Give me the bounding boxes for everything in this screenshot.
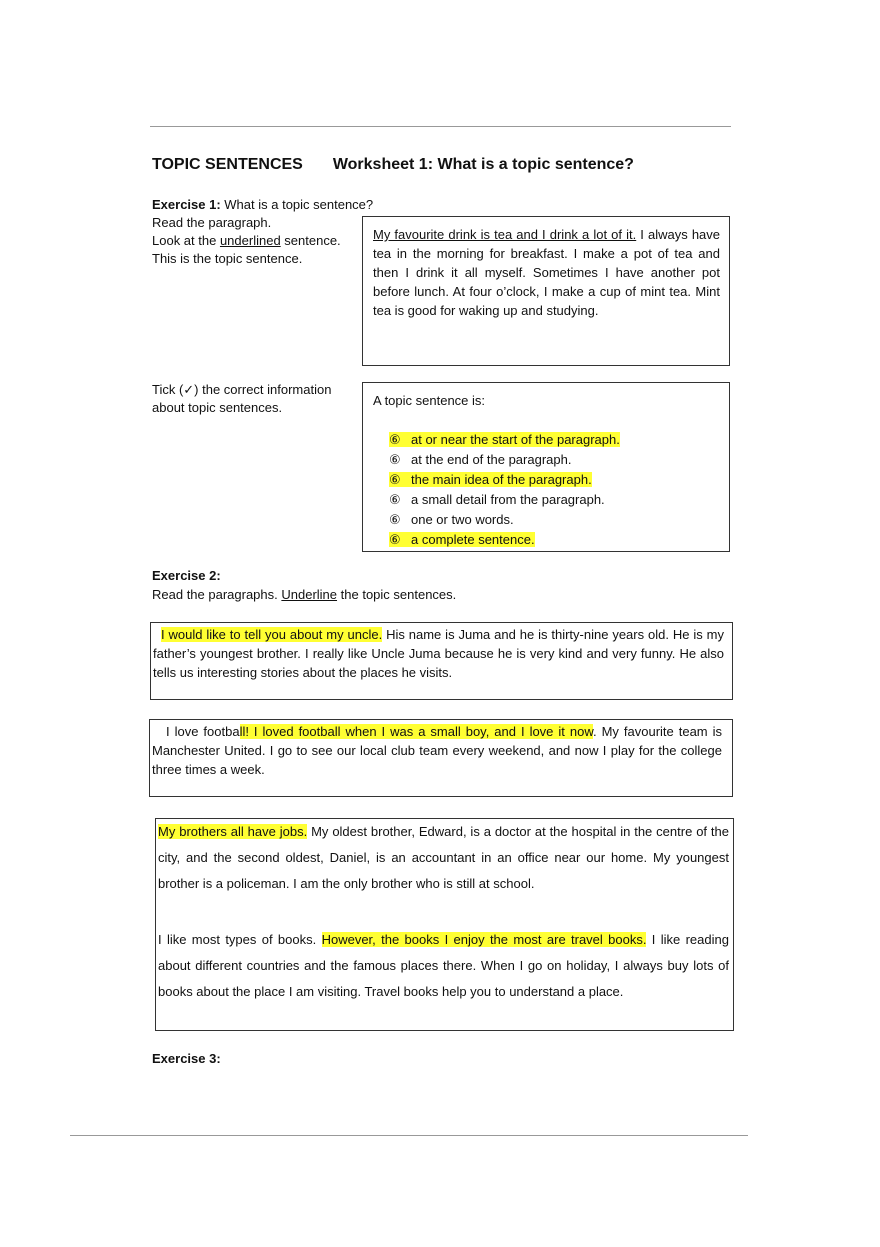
paragraph-brothers-rest: My oldest brother, Edward, is a doctor at the hospital in the centre of the city, and the second oldest, Daniel, is an accountant in an office near our home. My youngest brother is a policeman. I am the only brother who is still at school. [158, 824, 729, 891]
topic-sentence-uncle: I would like to tell you about my uncle. [161, 627, 383, 642]
exercise1-instruction-read: Read the paragraph. [152, 215, 272, 230]
exercise1-instruction-this: This is the topic sentence. [152, 251, 303, 266]
exercise3-label: Exercise 3: [152, 1051, 221, 1066]
paragraph-books [158, 927, 729, 1005]
option-text: a complete sentence. [411, 532, 535, 547]
worksheet-title: Worksheet 1: What is a topic sentence? [332, 156, 634, 173]
option-circle-icon[interactable]: ⑥ [389, 512, 401, 527]
example-paragraph-box [362, 216, 730, 366]
paragraph-uncle-rest: His name is Juma and he is thirty-nine years old. He is my father’s youngest brother. I really like Uncle Juma because he is very kind and very funny. He also tells us interesting stories about the places he visits. [153, 627, 724, 680]
exercise2-instruction [152, 586, 456, 604]
paragraph-box-uncle [150, 622, 733, 700]
page-title [152, 156, 634, 174]
instr-look-a: Look at the [152, 233, 220, 248]
ex2-instr-underline: Underline [281, 587, 338, 602]
exercise1-question: What is a topic sentence? [220, 197, 374, 212]
option-text: one or two words. [411, 512, 514, 527]
options-heading: A topic sentence is: [373, 393, 486, 408]
example-paragraph [373, 225, 720, 320]
paragraph-books-pre: I like most types of books. [158, 932, 322, 947]
option-item[interactable] [389, 490, 719, 510]
topic-sentence-football: ll! I loved football when I was a small boy, and I love it now [239, 724, 593, 739]
paragraph-brothers [158, 819, 729, 897]
paragraph-football-rest: . My favourite team is Manchester United. I go to see our local club team every weekend, and now I play for the college three times a week. [152, 724, 722, 777]
options-list [389, 430, 719, 550]
option-circle-icon[interactable]: ⑥ [389, 532, 401, 547]
option-circle-icon[interactable]: ⑥ [389, 432, 401, 447]
paragraph-uncle [153, 625, 724, 682]
bottom-rule [70, 1135, 748, 1136]
ex2-instr-c: the topic sentences. [337, 587, 457, 602]
exercise2-label: Exercise 2: [152, 568, 221, 583]
option-text: a small detail from the paragraph. [411, 492, 605, 507]
option-circle-icon[interactable]: ⑥ [389, 452, 401, 467]
option-text: the main idea of the paragraph. [411, 472, 592, 487]
option-item[interactable] [389, 530, 719, 550]
top-rule [150, 126, 731, 127]
instr-look-c: sentence. [280, 233, 341, 248]
ex2-instr-a: Read the paragraphs. [152, 587, 282, 602]
instr-look-underlined: underlined [219, 233, 281, 248]
option-circle-icon[interactable]: ⑥ [389, 472, 401, 487]
option-text: at or near the start of the paragraph. [411, 432, 620, 447]
exercise1-heading [152, 196, 373, 214]
tick-instruction-1: Tick (✓) the correct information [152, 382, 332, 397]
option-item[interactable] [389, 510, 719, 530]
example-paragraph-rest: I always have tea in the morning for breakfast. I make a pot of tea and then I drink it all myself. Sometimes I have another pot before lunch. At four o’clock, I make a cup of mint tea. Mint tea is good for waking up and studying. [373, 227, 721, 318]
exercise1-instruction-look [152, 232, 341, 250]
option-item[interactable] [389, 450, 719, 470]
option-item[interactable] [389, 470, 719, 490]
exercise1-label: Exercise 1: [152, 197, 221, 212]
paragraph-football [152, 722, 722, 779]
topic-sentence-options-box [362, 382, 730, 552]
example-topic-sentence: My favourite drink is tea and I drink a lot of it. [373, 227, 637, 242]
paragraph-box-brothers-books [155, 818, 734, 1031]
title-topic-sentences: TOPIC SENTENCES [152, 156, 303, 173]
paragraph-box-football [149, 719, 733, 797]
option-text: at the end of the paragraph. [411, 452, 572, 467]
tick-instruction-2: about topic sentences. [152, 400, 283, 415]
topic-sentence-books: However, the books I enjoy the most are travel books. [321, 932, 647, 947]
paragraph-football-pre: I love footba [166, 724, 240, 739]
option-item[interactable] [389, 430, 719, 450]
option-circle-icon[interactable]: ⑥ [389, 492, 401, 507]
topic-sentence-brothers: My brothers all have jobs. [158, 824, 308, 839]
paragraph-books-rest: I like reading about different countries and the famous places there. When I go on holiday, I always buy lots of books about the place I am visiting. Travel books help you to understand a place. [158, 932, 729, 999]
